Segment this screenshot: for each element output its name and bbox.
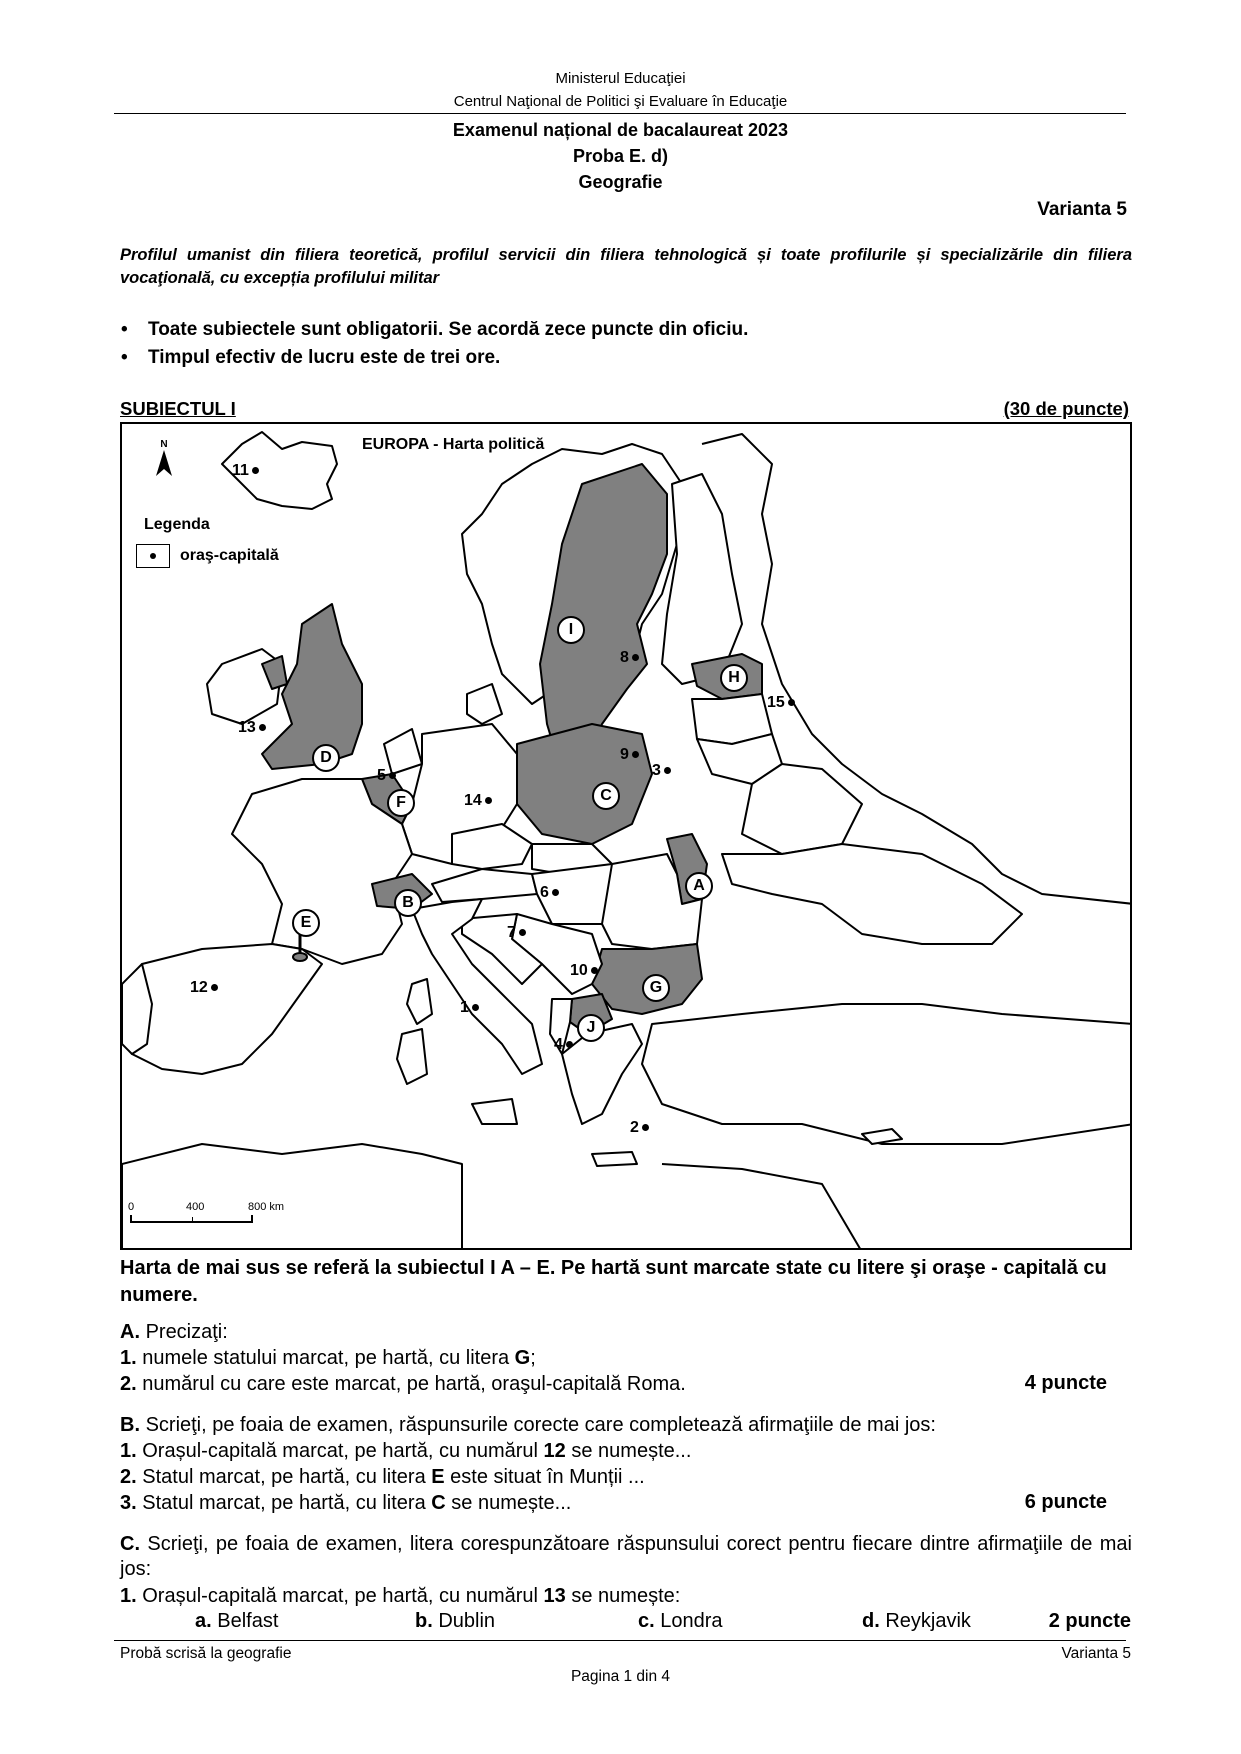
andorra-state-E: [293, 953, 307, 961]
capital-label-10: 10: [570, 962, 598, 980]
state-marker-G: G: [642, 974, 670, 1002]
footer-divider: [114, 1640, 1126, 1641]
instruction-item: • Timpul efectiv de lucru este de trei ore.: [118, 344, 1130, 372]
state-marker-A: A: [685, 872, 713, 900]
question-b-points: 6 puncte: [1024, 1491, 1107, 1513]
capital-label-8: 8: [620, 649, 639, 667]
capital-label-2: 2: [630, 1119, 649, 1137]
question-a-points: 4 puncte: [1024, 1372, 1107, 1394]
question-c-points: 2 puncte: [1048, 1610, 1131, 1632]
ministry-name: Ministerul Educaţiei: [555, 70, 686, 87]
option-b: b. Dublin: [415, 1610, 496, 1632]
question-a-item-2: 2. numărul cu care este marcat, pe hartă, oraşul-capitală Roma.: [120, 1373, 686, 1395]
question-c-prompt: [120, 1532, 1132, 1582]
question-b-item-1: 1. Orașul-capitală marcat, pe hartă, cu numărul 12 se numește...: [120, 1440, 692, 1462]
capital-label-6: 6: [540, 884, 559, 902]
legend-item: [136, 544, 279, 568]
north-label: N: [160, 439, 168, 450]
capital-label-15: 15: [767, 694, 795, 712]
question-b-item-3: 3. Statul marcat, pe hartă, cu litera C se numește...: [120, 1492, 572, 1514]
czechia-shape: [452, 824, 532, 869]
libya-egypt-coast: [662, 1164, 862, 1250]
north-arrow: [154, 439, 174, 481]
exam-title: Examenul național de bacalaureat 2023: [452, 120, 789, 140]
belarus-shape: [742, 764, 862, 854]
question-c-item-1: 1. Orașul-capitală marcat, pe hartă, cu numărul 13 se numește:: [120, 1585, 681, 1607]
scale-label-400: 400: [186, 1201, 205, 1213]
question-b-text: Scrieţi, pe foaia de examen, răspunsurile corecte care completează afirmaţiile de mai jos:: [145, 1414, 936, 1436]
state-marker-J: J: [577, 1014, 605, 1042]
question-b-prompt: [120, 1413, 936, 1438]
legend-label: oraş-capitală: [180, 547, 279, 564]
map-caption: Harta de mai sus se referă la subiectul I A – E. Pe hartă sunt marcate state cu litere şi oraşe - capitală cu numere.: [120, 1257, 1107, 1306]
section-points: (30 de puncte): [1003, 398, 1129, 419]
poland-state-C: [517, 724, 652, 844]
capital-label-14: 14: [464, 792, 492, 810]
sardinia-shape: [397, 1029, 427, 1084]
page-number: Pagina 1 din 4: [570, 1668, 671, 1685]
footer-right: Varianta 5: [1061, 1645, 1131, 1662]
state-marker-F: F: [387, 789, 415, 817]
question-b-item-2: 2. Statul marcat, pe hartă, cu litera E este situat în Munții ...: [120, 1466, 645, 1488]
question-c-letter: C.: [120, 1533, 140, 1555]
state-marker-I: I: [557, 616, 585, 644]
legend-title: Legenda: [144, 516, 210, 533]
center-name: Centrul Naţional de Politici şi Evaluare în Educaţie: [453, 93, 788, 110]
capital-label-9: 9: [620, 746, 639, 764]
crete-shape: [592, 1152, 637, 1166]
capital-label-13: 13: [238, 719, 266, 737]
state-marker-D: D: [312, 744, 340, 772]
profile-note: Profilul umanist din filiera teoretică, profilul servicii din filiera tehnologică și toate profilurile și specializările din filiera vocaţională, cu excepția profilului militar: [120, 246, 1132, 287]
option-d: d. Reykjavik: [862, 1610, 971, 1632]
scale-bar: [128, 1201, 328, 1231]
scale-label-800: 800 km: [248, 1201, 285, 1213]
state-marker-E: E: [292, 909, 320, 937]
question-a-letter: A.: [120, 1321, 140, 1343]
instructions-list: [118, 316, 1130, 372]
europe-map: [120, 422, 1132, 1250]
capital-label-12: 12: [190, 979, 218, 997]
greece-shape: [562, 1024, 642, 1124]
question-a-item-1: 1. numele statului marcat, pe hartă, cu litera G;: [120, 1347, 536, 1369]
map-title: EUROPA - Harta politică: [362, 436, 545, 453]
capital-label-5: 5: [377, 767, 396, 785]
capital-label-11: 11: [232, 462, 259, 480]
austria-shape: [432, 869, 537, 902]
capital-label-7: 7: [507, 924, 526, 942]
corsica-shape: [407, 979, 432, 1024]
question-c-text: Scrieţi, pe foaia de examen, litera corespunzătoare răspunsului corect pentru fiecare dintre afirmaţiile de mai jos:: [120, 1533, 1133, 1580]
state-marker-H: H: [720, 664, 748, 692]
question-b-letter: B.: [120, 1414, 140, 1436]
instruction-item: • Toate subiectele sunt obligatorii. Se acordă zece puncte din oficiu.: [118, 316, 1130, 344]
question-a-prompt: [120, 1320, 228, 1345]
capital-label-1: 1: [460, 999, 479, 1017]
question-a-text: Precizaţi:: [145, 1321, 228, 1343]
sicily-shape: [472, 1099, 517, 1124]
finland-shape: [662, 474, 742, 684]
variant-label: Varianta 5: [1037, 199, 1127, 220]
state-marker-C: C: [592, 782, 620, 810]
proba-label: Proba E. d): [572, 146, 668, 166]
subject-label: Geografie: [578, 172, 663, 192]
header-divider: [114, 113, 1126, 114]
north-africa-shape: [122, 1144, 462, 1250]
turkey-shape: [642, 1004, 1132, 1144]
capital-label-4: 4: [554, 1036, 573, 1054]
section-title: SUBIECTUL I: [120, 398, 236, 419]
option-c: c. Londra: [638, 1610, 723, 1632]
capital-dot-icon: [136, 544, 170, 568]
state-marker-B: B: [394, 889, 422, 917]
footer-left: Probă scrisă la geografie: [120, 1645, 292, 1662]
scale-label-0: 0: [128, 1201, 135, 1213]
option-a: a. Belfast: [195, 1610, 279, 1632]
capital-label-3: 3: [652, 762, 671, 780]
ukraine-shape: [722, 844, 1022, 944]
denmark-shape: [467, 684, 502, 724]
north-arrow-icon: [154, 450, 174, 476]
